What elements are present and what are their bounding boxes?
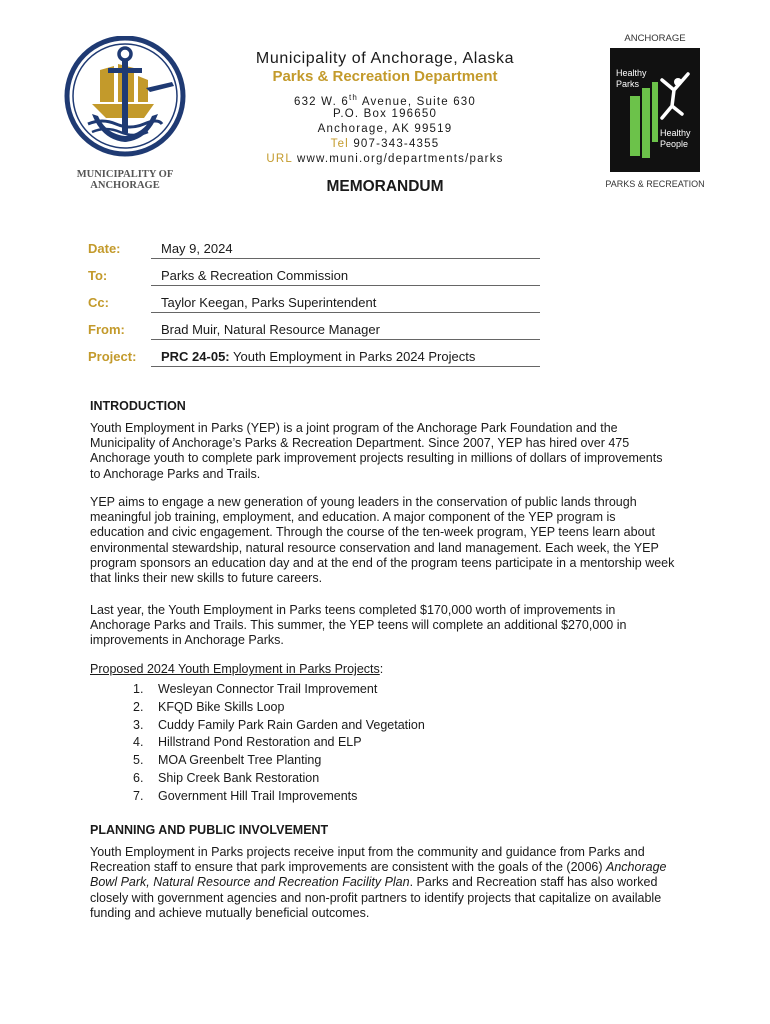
letterhead-org: Municipality of Anchorage, Alaska	[255, 50, 515, 67]
to-value: Parks & Recreation Commission	[161, 268, 349, 283]
memo-title: MEMORANDUM	[326, 178, 444, 195]
divider	[151, 258, 540, 259]
intro-paragraph-2: YEP aims to engage a new generation of young leaders in the conservation of public lands through meaningful job training, employment, and education. A major component of the YEP program is education and civic engagement. Through the course of the ten-week program, YEP teens learn about environmental stewardship, natural resource conservation and land management. Each week, the YEP program sponsors an education day and at the end of the program teens participate in a mentorship week that links their new skills to future careers.	[90, 495, 675, 586]
planning-paragraph: Youth Employment in Parks projects receive input from the community and guidance from Parks and Recreation staff to ensure that park improvements are consistent with the goals of the (2006) Anchorage Bowl Park, Natural Resource and Recreation Facility Plan. Parks and Recreation staff has also worked closely with government agencies and non-profit partners to identify projects that capitalize on available funding and achieve mutually beneficial outcomes.	[90, 845, 667, 920]
divider	[151, 339, 540, 340]
letterhead-dept: Parks & Recreation Department	[272, 68, 498, 85]
letterhead-po-box: P.O. Box 196650	[332, 108, 438, 120]
cc-value: Taylor Keegan, Parks Superintendent	[161, 295, 377, 310]
from-label: From:	[88, 322, 125, 337]
hp-healthy-people-1: Healthy	[660, 128, 691, 138]
planning-heading: PLANNING AND PUBLIC INVOLVEMENT	[90, 823, 329, 837]
divider	[151, 312, 540, 313]
list-item: 3. Cuddy Family Park Rain Garden and Vegetation	[133, 717, 425, 732]
list-item: 4. Hillstrand Pond Restoration and ELP	[133, 735, 362, 750]
tel-label: Tel	[330, 138, 349, 150]
date-value: May 9, 2024	[161, 241, 233, 256]
hp-healthy-parks-2: Parks	[616, 79, 640, 89]
seal-text-line1: MUNICIPALITY OF	[76, 169, 174, 180]
list-item: 5. MOA Greenbelt Tree Planting	[133, 753, 322, 768]
letterhead-address: 632 W. 6th Avenue, Suite 630	[293, 93, 477, 108]
intro-paragraph-3: Last year, the Youth Employment in Parks teens completed $170,000 worth of improvements in Anchorage Parks and Trails. This summer, the YEP teens will complete an additional $270,000 in improvements in Anchorage Parks.	[90, 603, 627, 648]
project-label: Project:	[88, 349, 137, 364]
intro-heading: INTRODUCTION	[90, 399, 186, 413]
list-item: 6. Ship Creek Bank Restoration	[133, 770, 320, 785]
seal-text-line2: ANCHORAGE	[90, 180, 160, 191]
projects-list	[133, 681, 425, 806]
cc-label: Cc:	[88, 295, 109, 310]
list-item: 2. KFQD Bike Skills Loop	[133, 699, 285, 714]
tel-value: 907-343-4355	[348, 138, 440, 150]
from-value: Brad Muir, Natural Resource Manager	[161, 322, 380, 337]
divider	[151, 285, 540, 286]
letterhead-city: Anchorage, AK 99519	[317, 123, 453, 135]
to-label: To:	[88, 268, 108, 283]
date-label: Date:	[88, 241, 121, 256]
hp-top-text: ANCHORAGE	[624, 33, 686, 44]
hp-healthy-people-2: People	[660, 139, 689, 149]
list-item: 1. Wesleyan Connector Trail Improvement	[133, 682, 378, 696]
letterhead-tel	[240, 138, 530, 150]
url-label: URL	[266, 153, 293, 165]
letterhead-url	[240, 153, 530, 165]
url-value: www.muni.org/departments/parks	[292, 153, 504, 165]
list-item: 7. Government Hill Trail Improvements	[133, 788, 358, 803]
project-value: PRC 24-05: Youth Employment in Parks 2024 Projects	[161, 349, 476, 364]
hp-healthy-parks-1: Healthy	[616, 68, 647, 78]
projects-heading: Proposed 2024 Youth Employment in Parks Projects:	[90, 662, 384, 676]
municipality-seal-logo	[62, 36, 188, 196]
healthy-parks-logo	[602, 30, 708, 192]
hp-bottom-text: PARKS & RECREATION	[605, 179, 705, 189]
intro-paragraph-1: Youth Employment in Parks (YEP) is a joint program of the Anchorage Park Foundation and the Municipality of Anchorage’s Parks & Recreation Department. Since 2007, YEP has hired over 475 Anchorage youth to complete park improvement projects resulting in millions of dollars of improvements to Anchorage Parks and Trails.	[90, 421, 663, 481]
divider	[151, 366, 540, 367]
